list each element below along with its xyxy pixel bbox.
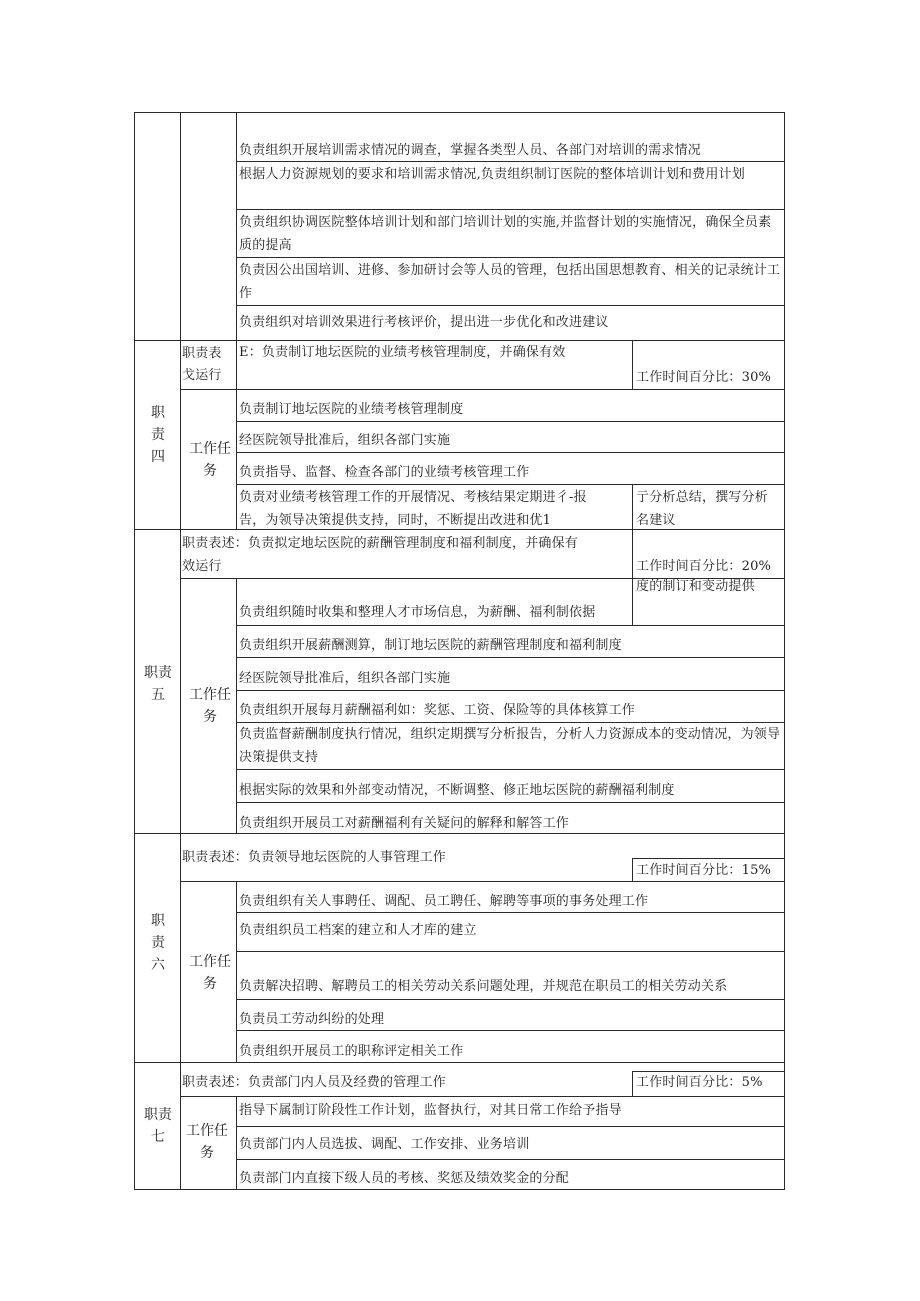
task-text: 负责组织开展员工对薪酬福利有关疑问的解释和解答工作 (239, 816, 570, 831)
duty-label: 职责 五 (144, 665, 172, 703)
task-label: 工作任 务 (186, 1123, 228, 1161)
task-text: 经医院领导批准后，组织各部门实施 (239, 433, 451, 448)
task-text: 亍分析总结，撰写分析 名建议 (636, 490, 769, 528)
table-border-top (134, 112, 785, 113)
duty-description: 职责表述：负责领导地坛医院的人事管理工作 (182, 850, 447, 865)
row-line (180, 881, 785, 882)
task-label: 工作任 务 (189, 954, 231, 992)
time-percentage: 工作时间百分比：30% (636, 370, 772, 385)
col-line-sublabel (236, 340, 237, 389)
col-line-label (180, 112, 181, 1190)
section-divider (134, 529, 785, 530)
row-line (236, 912, 785, 913)
task-text: 负责组织对培训效果进行考核评价，提出进一步优化和改进建议 (239, 315, 609, 330)
col-line-sublabel (236, 1096, 237, 1190)
col-line-split (632, 484, 633, 529)
col-line-time (632, 529, 633, 578)
section-divider (134, 833, 785, 834)
row-line (236, 999, 785, 1000)
row-line (236, 625, 785, 626)
row-line (236, 690, 785, 691)
task-text: 负责组织开展培训需求情况的调查，掌握各类型人员、各部门对培训的需求情况 (239, 143, 702, 158)
task-text: 负责组织开展每月薪酬福利如：奖惩、工资、保险等的具体核算工作 (239, 703, 636, 718)
row-line (236, 802, 785, 803)
row-line (236, 209, 785, 210)
task-text: 负责部门内人员选拔、调配、工作安排、业务培训 (239, 1137, 530, 1152)
task-text: 负责部门内直接下级人员的考核、奖惩及绩效奖金的分配 (239, 1171, 570, 1186)
task-text: 负责指导、监督、检查各部门的业绩考核管理工作 (239, 465, 530, 480)
task-text: 负责因公出国培训、进修、参加研讨会等人员的管理，包括出国思想教育、相关的记录统计工作 (239, 263, 781, 301)
task-text: 根据实际的效果和外部变动情况，不断调整、修正地坛医院的薪酬福利制度 (239, 783, 675, 798)
desc-label: 职责表 戈运行 (182, 346, 222, 383)
col-line-time (632, 340, 633, 389)
task-text: 负责解决招聘、解聘员工的相关劳动关系问题处理，并规范在职员工的相关劳动关系 (239, 979, 728, 994)
row-line (236, 305, 785, 306)
col-line-time (632, 858, 633, 881)
time-percentage: 工作时间百分比：20% (636, 559, 772, 574)
row-line (236, 1159, 785, 1160)
row-line (236, 484, 785, 485)
row-line (236, 951, 785, 952)
duty-description: 职责表述：负责部门内人员及经费的管理工作 (182, 1075, 447, 1090)
col-line-time (632, 1071, 633, 1096)
duty-label: 职 责 六 (151, 913, 165, 973)
task-text: 负责员工劳动纠纷的处理 (239, 1012, 385, 1027)
task-text: 负责组织随时收集和整理人才市场信息，为薪酬、福利制依据 (239, 605, 596, 620)
task-text: 根据人力资源规划的要求和培训需求情况,负责组织制订医院的整体培训计划和费用计划 (239, 167, 745, 182)
duty-description: E：负责制订地坛医院的业绩考核管理制度，并确保有效 (239, 345, 566, 360)
row-line (236, 257, 785, 258)
duty-label: 职 责 四 (151, 405, 165, 465)
row-line (236, 769, 785, 770)
row-line (236, 1126, 785, 1127)
row-line (180, 1096, 785, 1097)
task-text: 负责制订地坛医院的业绩考核管理制度 (239, 402, 464, 417)
table-border-left (134, 112, 135, 1190)
task-text: 度的制订和变动提供 (636, 579, 755, 594)
task-text: 经医院领导批准后，组织各部门实施 (239, 671, 451, 686)
task-label: 工作任 务 (189, 441, 231, 479)
col-line-split (632, 578, 633, 625)
time-percentage: 工作时间百分比：15% (636, 863, 772, 878)
task-text: 指导下属制订阶段性工作计划，监督执行，对其日常工作给予指导 (239, 1103, 622, 1118)
task-text: 负责组织开展员工的职称评定相关工作 (239, 1044, 464, 1059)
section-divider (134, 1062, 785, 1063)
table-border-right (784, 112, 785, 1190)
time-percentage: 工作时间百分比：5% (636, 1075, 763, 1090)
task-label: 工作任 务 (189, 687, 231, 725)
task-text: 负责对业绩考核管理工作的开展情况、考核结果定期进彳-报 告，为领导决策提供支持，同时，不断提出改进和优1 (239, 490, 587, 528)
row-line (236, 452, 785, 453)
row-line (236, 421, 785, 422)
task-text: 负责监督薪酬制度执行情况，组织定期撰写分析报告，分析人力资源成本的变动情况，为领导决策提供支持 (239, 727, 781, 765)
row-line (180, 389, 785, 390)
task-text: 负责组织有关人事聘任、调配、员工聘任、解聘等事项的事务处理工作 (239, 894, 649, 909)
task-text: 负责组织员工档案的建立和人才库的建立 (239, 923, 477, 938)
duty-description: 职责表述：负责拟定地坛医院的薪酬管理制度和福利制度，并确保有 效运行 (182, 536, 579, 574)
row-line (236, 1030, 785, 1031)
row-line (236, 657, 785, 658)
duty-label: 职责 七 (144, 1107, 172, 1145)
task-text: 负责组织协调医院整体培训计划和部门培训计划的实施,并监督计划的实施情况，确保全员素质的提高 (239, 215, 772, 253)
task-text: 负责组织开展薪酬测算，制订地坛医院的薪酬管理制度和福利制度 (239, 638, 622, 653)
